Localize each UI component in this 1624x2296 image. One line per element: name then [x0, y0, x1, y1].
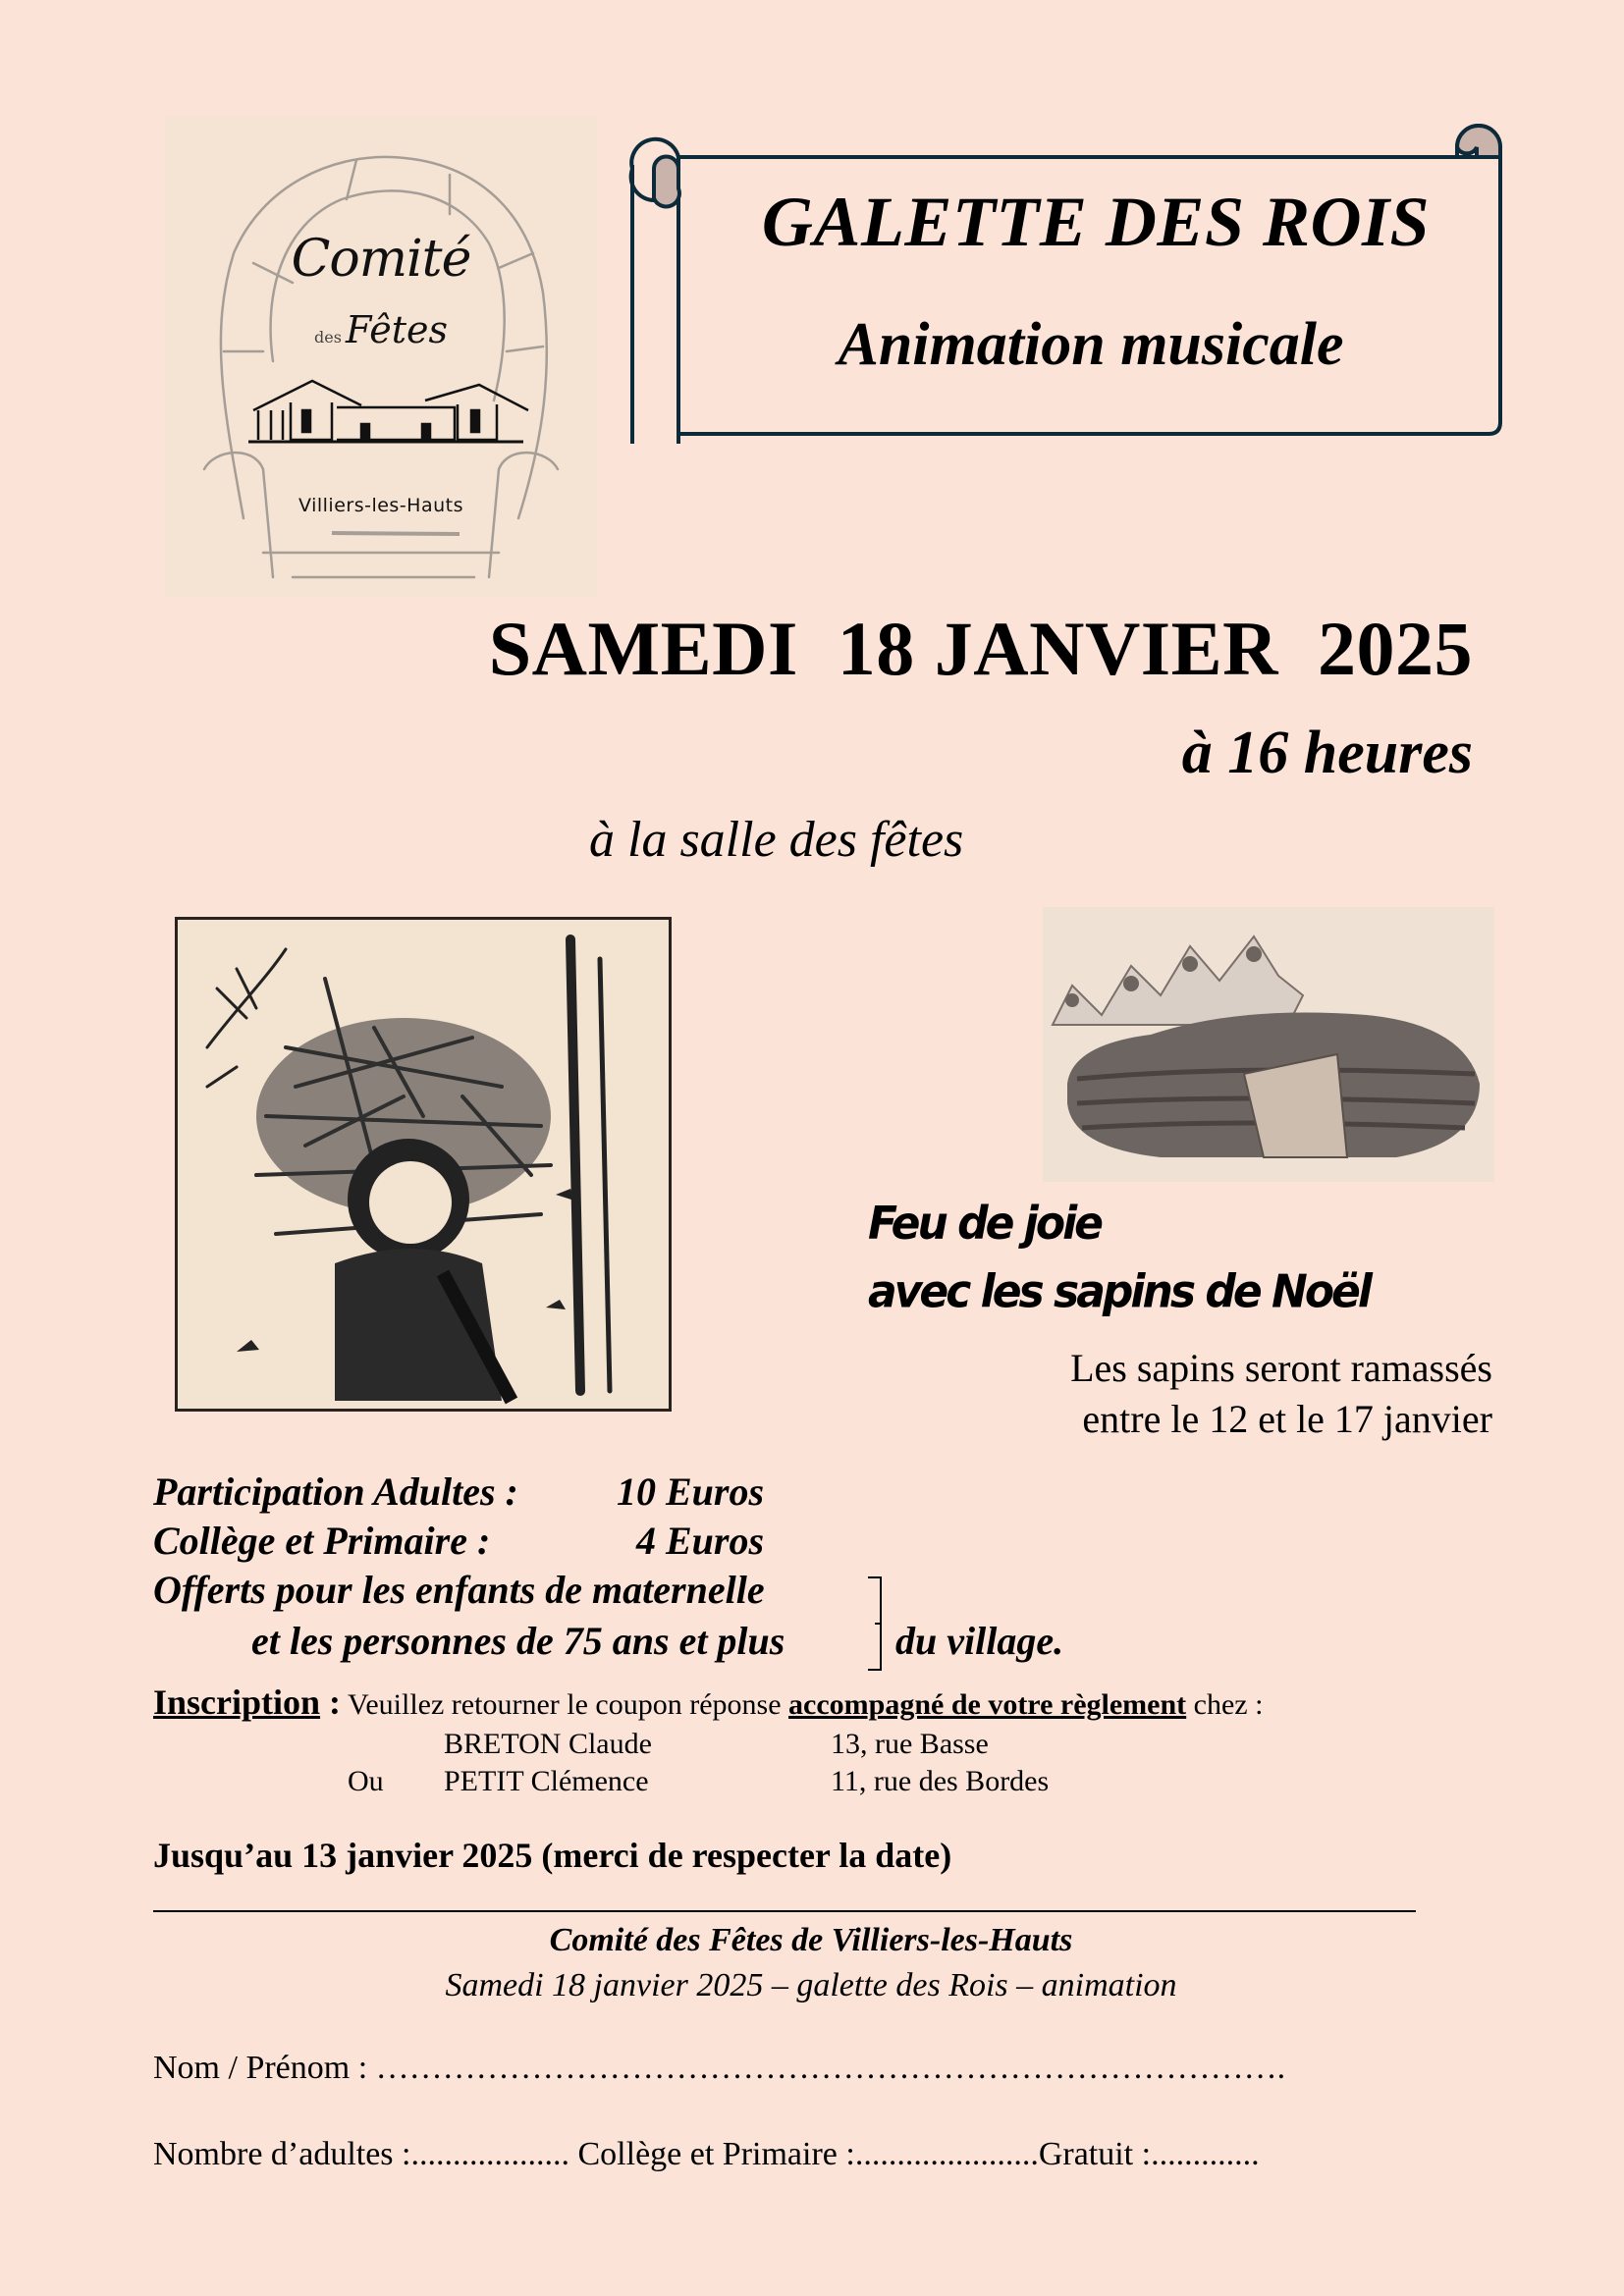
adults-count-blank[interactable]: ...................: [410, 2136, 569, 2172]
name-field-row[interactable]: [153, 2052, 1285, 2085]
free-line-1: Offerts pour les enfants de maternelle: [153, 1568, 765, 1612]
inscription-colon: :: [320, 1682, 342, 1722]
free-count-blank[interactable]: .............: [1151, 2136, 1260, 2172]
inscription-text-bold: accompagné de votre règlement: [788, 1688, 1187, 1721]
price-row-adults: [153, 1469, 765, 1514]
logo-village: Villiers-les-Hauts: [298, 495, 463, 516]
price-students-value: 4 Euros: [636, 1519, 765, 1563]
contact-1-name: BRETON Claude: [444, 1728, 652, 1760]
inscription-line: [153, 1684, 1263, 1720]
contact-2-prefix: Ou: [348, 1765, 384, 1797]
free-line-2: et les personnes de 75 ans et plus: [251, 1619, 785, 1663]
logo-subtitle: [165, 308, 597, 351]
child-with-tree-icon: [178, 920, 669, 1409]
students-count-label: Collège et Primaire :: [569, 2136, 855, 2172]
christmas-tree-child-illustration: [175, 917, 672, 1412]
registration-deadline: Jusqu’au 13 janvier 2025 (merci de respecter la date): [153, 1836, 952, 1875]
banner-subtitle: Animation musicale: [838, 311, 1344, 378]
free-count-label: Gratuit :: [1038, 2136, 1152, 2172]
counts-field-row: [153, 2138, 1260, 2171]
event-date: SAMEDI 18 JANVIER 2025: [488, 606, 1473, 691]
contact-2-name: PETIT Clémence: [444, 1765, 649, 1797]
tree-collection-line-1: Les sapins seront ramassés: [1070, 1346, 1492, 1390]
price-adults-label: Participation Adultes :: [153, 1469, 518, 1514]
name-field-blank[interactable]: ……………………………………………………………………….: [375, 2050, 1286, 2086]
comite-des-fetes-logo: [165, 116, 597, 597]
price-row-students: [153, 1519, 765, 1563]
event-time: à 16 heures: [1181, 720, 1473, 786]
inscription-label: Inscription: [153, 1682, 321, 1722]
logo-title: Comité: [291, 230, 471, 289]
tree-collection-note: [962, 1343, 1492, 1445]
logo-subtitle-small: des: [314, 328, 342, 347]
students-count-blank[interactable]: ......................: [854, 2136, 1039, 2172]
brace-icon: [868, 1576, 882, 1671]
bonfire-line-1: Feu de joie: [868, 1198, 1102, 1251]
bonfire-heading: [868, 1191, 1477, 1327]
adults-count-label: Nombre d’adultes :: [153, 2136, 411, 2172]
galette-des-rois-photo: [1043, 907, 1494, 1182]
tree-collection-line-2: entre le 12 et le 17 janvier: [1082, 1397, 1492, 1441]
galette-crown-icon: [1043, 907, 1494, 1182]
arch-chair-icon: [165, 116, 597, 597]
inscription-text-after: chez :: [1186, 1688, 1264, 1721]
logo-subtitle-main: Fêtes: [345, 308, 448, 351]
price-adults-value: 10 Euros: [617, 1469, 765, 1514]
event-venue: à la salle des fêtes: [589, 812, 964, 868]
scroll-icon: [624, 110, 1520, 444]
name-field-label: Nom / Prénom :: [153, 2050, 368, 2086]
coupon-cut-line: [153, 1910, 1416, 1912]
bonfire-line-2: avec les sapins de Noël: [868, 1265, 1370, 1318]
coupon-event-line: Samedi 18 janvier 2025 – galette des Rois – animation: [445, 1967, 1177, 2003]
free-suffix: du village.: [895, 1619, 1064, 1663]
contact-2-address: 11, rue des Bordes: [831, 1765, 1050, 1797]
price-students-label: Collège et Primaire :: [153, 1519, 491, 1563]
inscription-text-before: Veuillez retourner le coupon réponse: [348, 1688, 789, 1721]
scroll-banner: [624, 110, 1520, 444]
contact-1-address: 13, rue Basse: [831, 1728, 989, 1760]
banner-title: GALETTE DES ROIS: [761, 183, 1431, 261]
coupon-organization: Comité des Fêtes de Villiers-les-Hauts: [549, 1922, 1073, 1958]
